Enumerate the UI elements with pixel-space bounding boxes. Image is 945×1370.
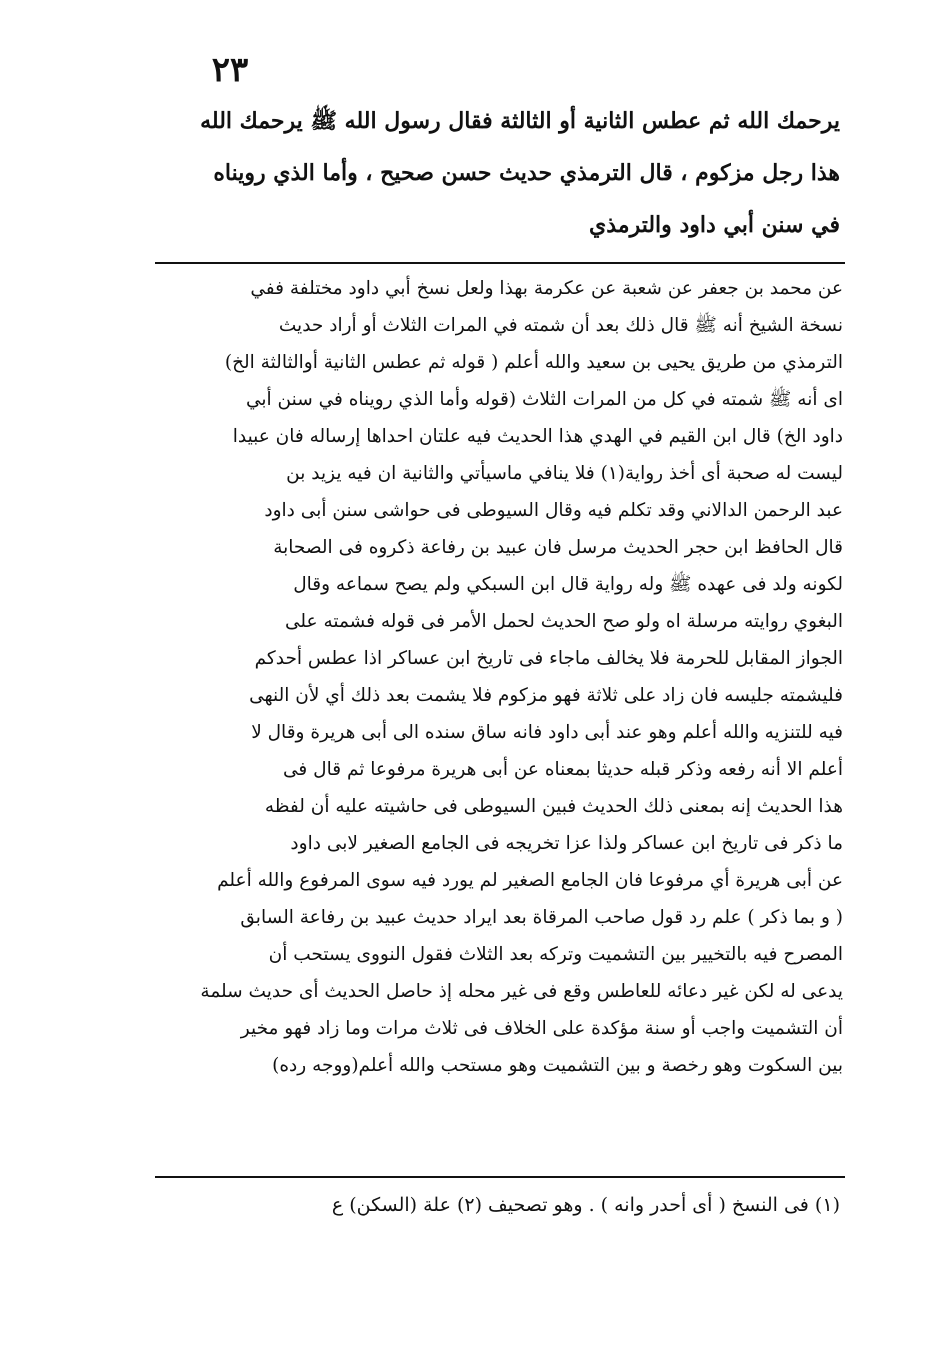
commentary-line: فليشمته جليسه فان زاد على ثلاثة فهو مزكوم فلا يشمت بعد ذلك أي لأن النهى bbox=[249, 685, 843, 706]
hadith-line: في سنن أبي داود والترمذي bbox=[589, 212, 840, 238]
commentary-line: ليست له صحبة أى أخذ رواية(١) فلا ينافي ماسيأتي والثانية ان فيه يزيد بن bbox=[286, 463, 843, 484]
commentary-line: عن محمد بن جعفر عن شعبة عن عكرمة بهذا ولعل نسخ أبي داود مختلفة ففي bbox=[250, 278, 843, 299]
hadith-line: هذا رجل مزكوم ، قال الترمذي حديث حسن صحيح ، وأما الذي رويناه bbox=[213, 160, 840, 186]
commentary-line: الجواز المقابل للحرمة فلا يخالف ماجاء فى تاريخ ابن عساكر اذا عطس أحدكم bbox=[254, 648, 843, 669]
commentary-line: ( و بما ذكر ) علم رد قول صاحب المرقاة بعد ايراد حديث عبيد بن رفاعة السابق bbox=[240, 907, 843, 928]
commentary-line: قال الحافظ ابن حجر الحديث مرسل فان عبيد بن رفاعة ذكروه فى الصحابة bbox=[273, 537, 843, 558]
commentary-line: بين السكوت وهو رخصة و بين التشميت وهو مستحب والله أعلم(ووجه رده) bbox=[272, 1055, 843, 1076]
commentary-line: داود الخ) قال ابن القيم في الهدي هذا الحديث فيه علتان احداها إرساله فان عبيدا bbox=[232, 426, 843, 447]
commentary-line: المصرح فيه بالتخيير بين التشميت وتركه بعد الثلاث فقول النووى يستحب أن bbox=[268, 944, 843, 965]
commentary-line: أعلم الا أنه رفعه وذكر قبله حديثا بمعناه عن أبى هريرة مرفوعا ثم قال فى bbox=[283, 759, 843, 780]
commentary-line: هذا الحديث إنه بمعنى ذلك الحديث فبين السيوطى فى حاشيته عليه أن لفظه bbox=[264, 796, 843, 817]
commentary-line: الترمذي من طريق يحيى بن سعيد والله أعلم ( قوله ثم عطس الثانية أوالثالثة الخ) bbox=[224, 352, 843, 373]
commentary-line: البغوي روايته مرسلة اه ولو صح الحديث لحمل الأمر فى قوله فشمته على bbox=[285, 611, 843, 632]
hadith-line: يرحمك الله ثم عطس الثانية أو الثالثة فقال رسول الله ﷺ يرحمك الله bbox=[200, 108, 840, 134]
hadith-text bbox=[140, 95, 840, 251]
footnote: (١) فى النسخ ( أى أحدر وانه ) . وهو تصحيف (٢) علة (السكن) ع bbox=[331, 1194, 840, 1216]
commentary-line: فيه للتنزيه والله أعلم وهو عند أبى داود فانه ساق سنده الى أبى هريرة وقال لا bbox=[251, 722, 843, 743]
commentary-line: اى أنه ﷺ شمته في كل من المرات الثلاث (قوله وأما الذي رويناه في سنن أبي bbox=[245, 389, 843, 410]
commentary-text bbox=[158, 270, 843, 1084]
commentary-line: يدعى له لكن غير دعائه للعاطس وقع فى غير محله إذ حاصل الحديث أى حديث سلمة bbox=[200, 981, 843, 1002]
commentary-line: نسخة الشيخ أنه ﷺ قال ذلك بعد أن شمته في المرات الثلاث أو أراد حديث bbox=[278, 315, 843, 336]
commentary-line: لكونه ولد فى عهده ﷺ وله رواية قال ابن السبكي ولم يصح سماعه وقال bbox=[293, 574, 843, 595]
separator-rule bbox=[155, 262, 845, 264]
footnote-separator-rule bbox=[155, 1176, 845, 1178]
commentary-line: عبد الرحمن الدالاني وقد تكلم فيه وقال السيوطى فى حواشى سنن أبى داود bbox=[264, 500, 843, 521]
commentary-line: ما ذكر فى تاريخ ابن عساكر ولذا عزا تخريجه فى الجامع الصغير لابى داود bbox=[290, 833, 843, 854]
commentary-line: أن التشميت واجب أو سنة مؤكدة على الخلاف فى ثلاث مرات وما زاد فهو مخير bbox=[240, 1018, 843, 1039]
page-number: ٢٣ bbox=[211, 50, 249, 90]
commentary-line: عن أبى هريرة أي مرفوعا فان الجامع الصغير لم يورد فيه سوى المرفوع والله أعلم bbox=[217, 870, 843, 891]
